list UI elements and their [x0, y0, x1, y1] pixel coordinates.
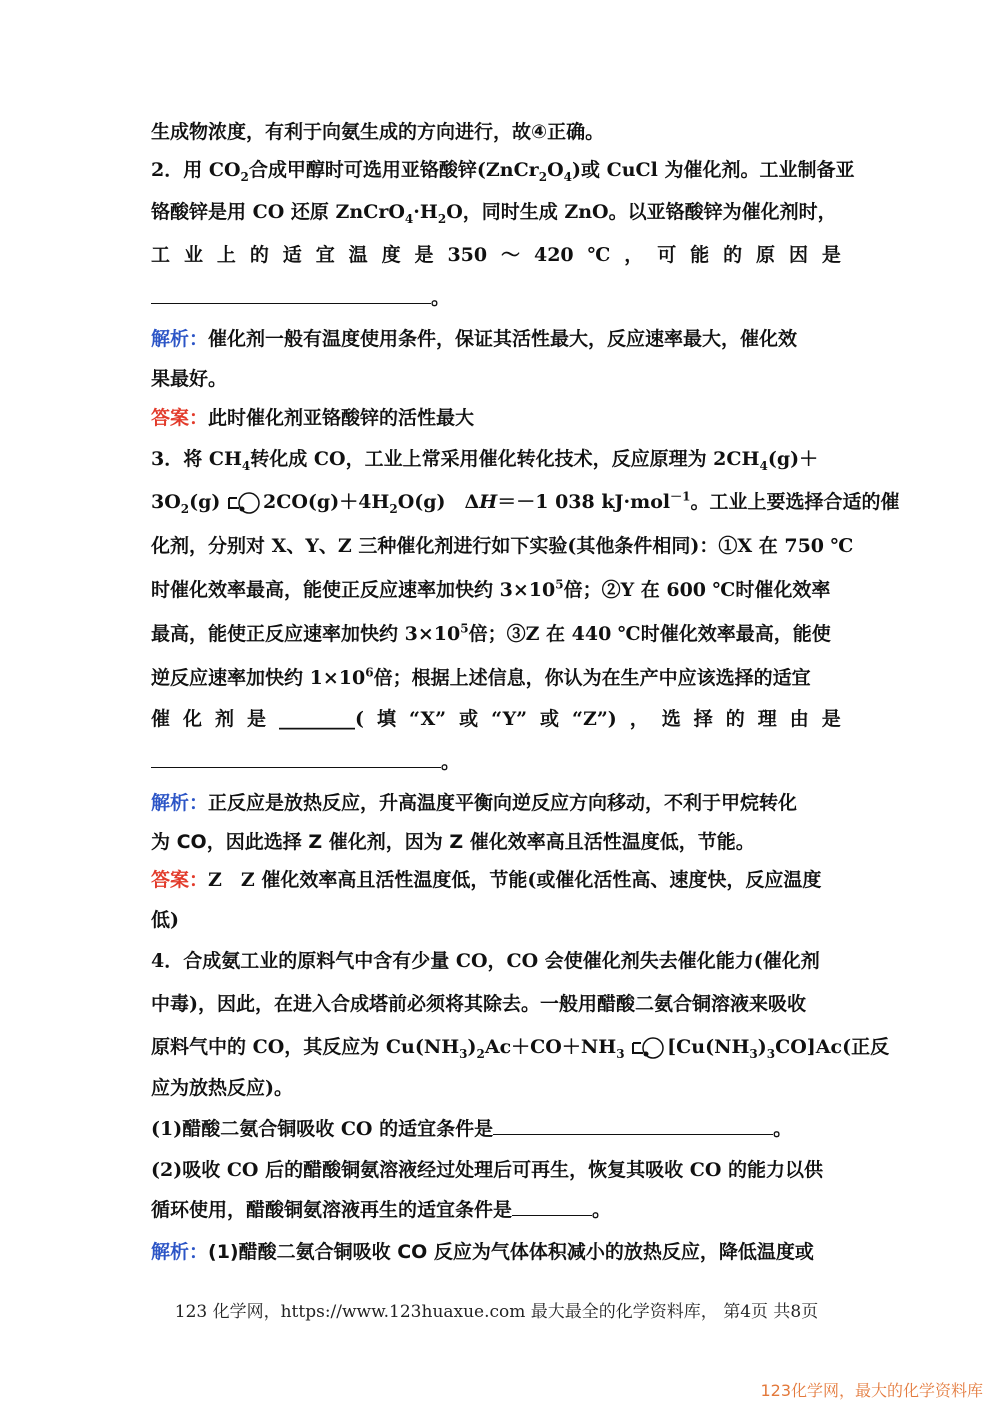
q3-answer-line1: 答案：Z Z 催化效率高且活性温度低，节能(或催化活性高、速度快，反应温度	[151, 869, 822, 891]
answer-blank[interactable]	[512, 1197, 592, 1216]
q3-line1: 3．将 $CH_4$转化成 CO，工业上常采用催化转化技术，反应原理为 $2CH_4(g)+$	[151, 448, 819, 473]
q3-analysis-line2: 为 CO，因此选择 Z 催化剂，因为 Z 催化效率高且活性温度低，节能。	[151, 831, 755, 853]
answer-blank[interactable]	[151, 749, 441, 768]
q2-analysis-line2: 果最好。	[151, 368, 228, 390]
q4-line4: 应为放热反应)。	[151, 1077, 293, 1099]
answer-blank[interactable]	[493, 1116, 773, 1135]
q4-subquestion-2-line2: 循环使用，醋酸铜氨溶液再生的适宜条件是 。	[151, 1199, 612, 1221]
answer-blank[interactable]	[151, 285, 431, 304]
q3-analysis-line1: 解析：正反应是放热反应，升高温度平衡向逆反应方向移动，不利于甲烷转化	[151, 792, 798, 814]
q4-line2: 中毒)，因此，在进入合成塔前必须将其除去。一般用醋酸二氨合铜溶液来吸收	[151, 993, 806, 1015]
reversible-arrow-icon	[631, 1037, 667, 1059]
q4-subquestion-1: (1)醋酸二氨合铜吸收 CO 的适宜条件是 。	[151, 1118, 793, 1140]
q2-answer-blank-line: 。	[151, 285, 841, 311]
q4-line3: 原料气中的 CO，其反应为 $Cu(NH_3)_2Ac+CO+NH_3$ $[Cu(NH_3)_3CO]Ac$(正反	[151, 1036, 890, 1061]
q3-line7: 催 化 剂 是 ________( 填 “X” 或 “Y” 或 “Z”) ， 选 择 的 理 由 是	[151, 708, 841, 730]
q3-line5: 最高，能使正反应速率加快约 $3\times 10^5$倍；③Z 在 440 ℃时催化效率最高，能使	[151, 621, 831, 645]
page-footer: 123 化学网，https://www.123huaxue.com 最大最全的化学资料库， 第4页 共8页	[174, 1302, 819, 1322]
q4-analysis-line1: 解析：(1)醋酸二氨合铜吸收 CO 反应为气体体积减小的放热反应，降低温度或	[151, 1241, 814, 1263]
site-watermark: 123化学网，最大的化学资料库	[760, 1381, 983, 1400]
q2-line3: 工 业 上 的 适 宜 温 度 是 350 ～ 420 ℃ ， 可 能 的 原 因 是	[151, 244, 841, 266]
q3-answer-line2: 低)	[151, 909, 179, 931]
q4-line1: 4．合成氨工业的原料气中含有少量 CO，CO 会使催化剂失去催化能力(催化剂	[151, 950, 820, 972]
q2-answer: 答案：此时催化剂亚铬酸锌的活性最大	[151, 407, 475, 429]
q3-line4: 时催化效率最高，能使正反应速率加快约 $3\times 10^5$倍；②Y 在 600 ℃时催化效率	[151, 577, 831, 601]
catalyst-equilibrium-arrow-icon	[227, 492, 263, 514]
q3-line6: 逆反应速率加快约 $1\times 10^6$倍；根据上述信息，你认为在生产中应该选择的适宜	[151, 665, 811, 689]
q1-conclusion: 生成物浓度，有利于向氨生成的方向进行，故④正确。	[151, 121, 605, 143]
q3-line2: $3O_2(g)$ $2CO(g)+4H_2O(g)$ ΔH＝－1 038 kJ·mol$^{-1}$。工业上要选择合适的催	[151, 489, 900, 516]
q3-answer-blank-line: 。	[151, 749, 841, 775]
q2-line2: 铬酸锌是用 CO 还原 $ZnCrO_4\cdot H_2O$，同时生成 ZnO。以亚铬酸锌为催化剂时，	[151, 201, 837, 226]
q2-line1: 2．用 $CO_2$合成甲醇时可选用亚铬酸锌$(ZnCr_2O_4)$或 CuCl 为催化剂。工业制备亚	[151, 159, 855, 184]
q3-line3: 化剂，分别对 X、Y、Z 三种催化剂进行如下实验(其他条件相同)：①X 在 750 ℃	[151, 535, 854, 557]
q2-analysis-line1: 解析：催化剂一般有温度使用条件，保证其活性最大，反应速率最大，催化效	[151, 328, 798, 350]
q4-subquestion-2-line1: (2)吸收 CO 后的醋酸铜氨溶液经过处理后可再生，恢复其吸收 CO 的能力以供	[151, 1159, 824, 1181]
